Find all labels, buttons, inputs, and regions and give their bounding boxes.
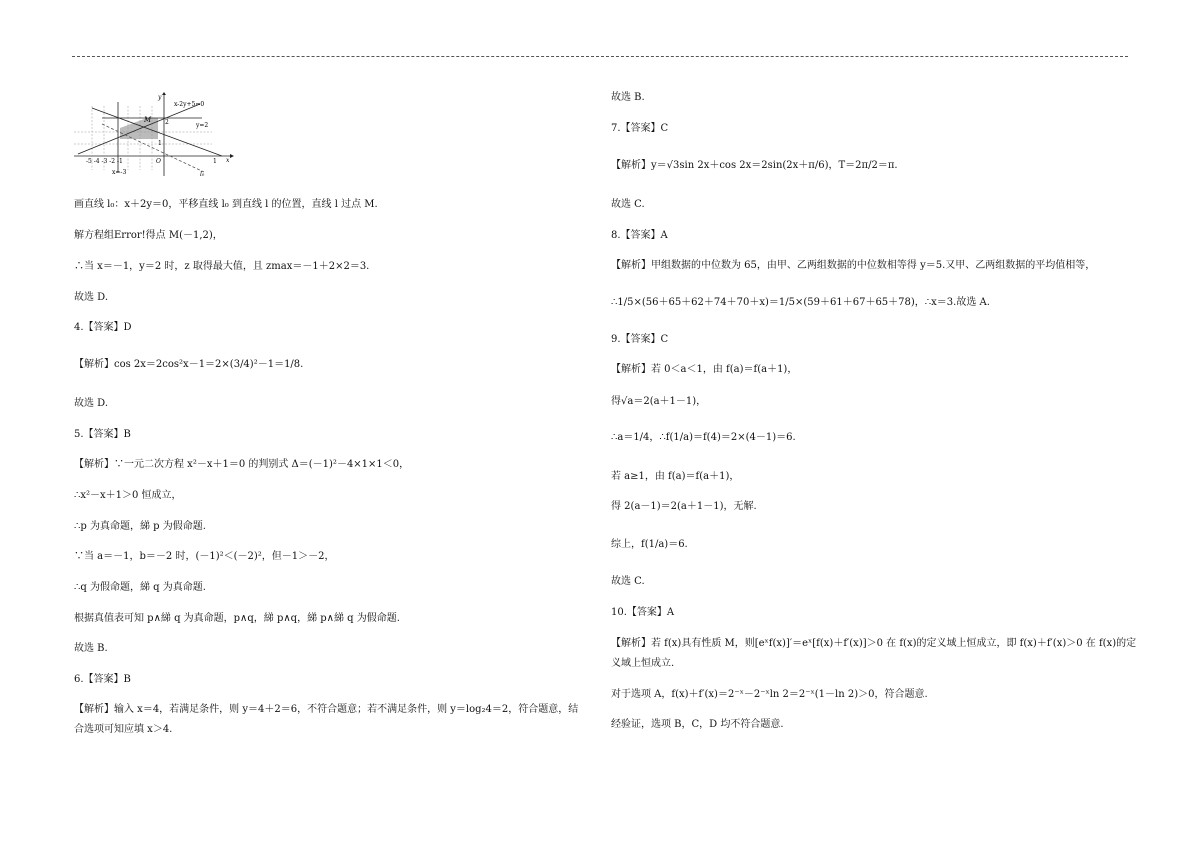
x-axis-arrow-icon xyxy=(230,154,234,158)
text-line: 得 2(a－1)＝2(a＋1－1)，无解. xyxy=(611,501,757,512)
text-line: 【解析】若 0＜a＜1，由 f(a)＝f(a＋1)， xyxy=(611,364,798,375)
label-y: y xyxy=(158,94,162,101)
text-line: 【解析】∵一元二次方程 x²－x＋1＝0 的判别式 Δ＝(－1)²－4×1×1＜0， xyxy=(74,459,410,470)
label-1: 1 xyxy=(158,140,162,147)
question-heading: 8.【答案】A xyxy=(611,230,668,241)
question-heading: 7.【答案】C xyxy=(611,123,669,134)
label-M: M xyxy=(144,116,152,124)
line-x-2y-5 xyxy=(78,104,200,154)
question-heading: 4.【答案】D xyxy=(74,322,132,333)
header-rule xyxy=(72,56,1128,57)
text-line: 【解析】输入 x＝4，若满足条件，则 y＝4＋2＝6，不符合题意；若不满足条件，则 y＝log₂4＝2，符合题意，结 xyxy=(74,704,579,715)
label-xticks: -5 -4 -3 -2 -1 xyxy=(86,158,123,165)
text-line: 画直线 l₀：x＋2y＝0，平移直线 l₀ 到直线 l 的位置，直线 l 过点 M. xyxy=(74,199,378,210)
text-line: ∴x²－x＋1＞0 恒成立， xyxy=(74,490,182,501)
text-line: 合选项可知应填 x＞4. xyxy=(74,724,173,735)
label-O: O xyxy=(156,158,161,165)
text-line: 故选 C. xyxy=(611,199,645,210)
text-line: 根据真值表可知 p∧綈 q 为真命题，p∧q，綈 p∧q，綈 p∧綈 q 为假命题. xyxy=(74,613,400,624)
text-line: 故选 B. xyxy=(611,92,645,103)
text-line: 故选 D. xyxy=(74,398,109,409)
text-line: ∴q 为假命题，綈 q 为真命题. xyxy=(74,582,206,593)
text-line: 对于选项 A，f(x)＋f′(x)＝2⁻ˣ－2⁻ˣln 2＝2⁻ˣ(1－ln 2)＞0，符合题意. xyxy=(611,689,928,700)
label-2: 2 xyxy=(165,119,169,126)
label-x-minus-3: x=-3 xyxy=(112,169,127,176)
text-line: 综上，f(1/a)＝6. xyxy=(611,539,688,550)
y-axis-arrow-icon xyxy=(162,92,166,95)
question-heading: 5.【答案】B xyxy=(74,429,131,440)
text-line: 故选 B. xyxy=(74,643,108,654)
text-line: ∴a＝1/4，∴f(1/a)＝f(4)＝2×(4－1)＝6. xyxy=(611,432,796,443)
text-line: 义域上恒成立. xyxy=(611,658,675,669)
text-line: ∴p 为真命题，綈 p 为假命题. xyxy=(74,521,206,532)
label-l0: l₀ xyxy=(200,171,205,178)
text-line: 故选 D. xyxy=(74,292,109,303)
objective-line xyxy=(92,108,222,156)
text-line: 得√a＝2(a＋1－1)， xyxy=(611,396,707,407)
label-x1: 1 xyxy=(213,158,217,165)
text-line: 【解析】y＝√3sin 2x＋cos 2x＝2sin(2x＋π/6)，T＝2π/2＝π. xyxy=(611,160,898,171)
text-line: ∴1/5×(56＋65＋62＋74＋70＋x)＝1/5×(59＋61＋67＋65＋78)，∴x＝3.故选 A. xyxy=(611,297,990,308)
question-heading: 6.【答案】B xyxy=(74,674,131,685)
text-line: 经验证，选项 B，C，D 均不符合题意. xyxy=(611,719,784,730)
text-line: 【解析】若 f(x)具有性质 M，则[eˣf(x)]′＝eˣ[f(x)＋f′(x)]＞0 在 f(x)的定义域上恒成立，即 f(x)＋f′(x)＞0 在 f(x)的定 xyxy=(611,638,1137,649)
label-eq1: x-2y+5=0 xyxy=(174,101,205,108)
feasible-region xyxy=(120,118,158,139)
text-line: 【解析】甲组数据的中位数为 65，由甲、乙两组数据的中位数相等得 y＝5.又甲、乙两组数据的平均值相等， xyxy=(611,260,1096,271)
text-line: 【解析】cos 2x＝2cos²x－1＝2×(3/4)²－1＝1/8. xyxy=(74,359,304,370)
text-line: 故选 C. xyxy=(611,576,645,587)
text-line: 若 a≥1，由 f(a)＝f(a＋1)， xyxy=(611,471,740,482)
text-line: ∵当 a＝－1，b＝－2 时，(－1)²＜(－2)²，但－1＞－2， xyxy=(74,551,335,562)
text-line: ∴当 x＝－1，y＝2 时，z 取得最大值，且 zmax＝－1＋2×2＝3. xyxy=(74,261,370,272)
question-heading: 10.【答案】A xyxy=(611,607,675,618)
text-line: 解方程组Error!得点 M(－1,2)， xyxy=(74,230,223,241)
label-y2: y=2 xyxy=(196,122,209,129)
linear-programming-figure xyxy=(72,92,236,178)
label-x: x xyxy=(226,157,230,164)
question-heading: 9.【答案】C xyxy=(611,334,669,345)
